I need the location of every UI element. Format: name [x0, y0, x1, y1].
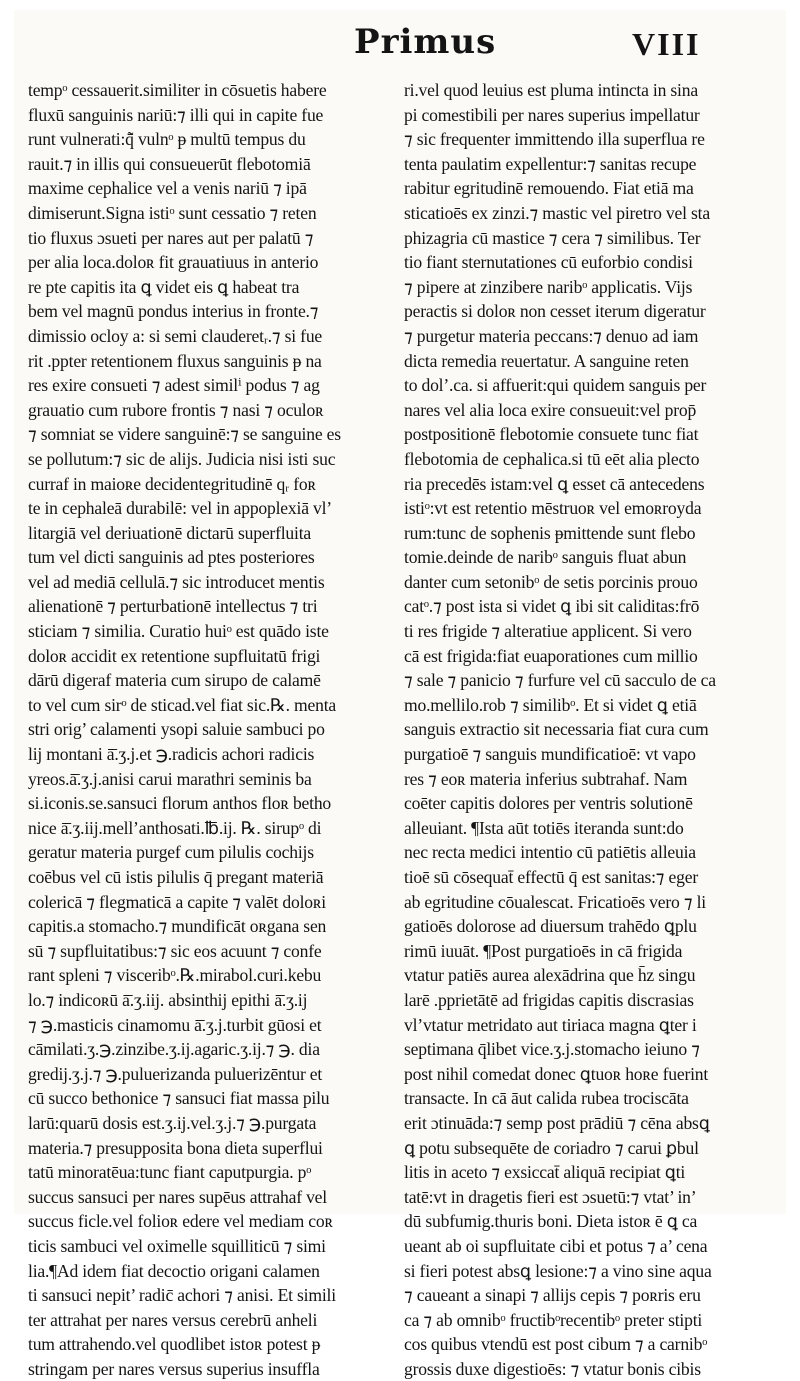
- text-line: si.iconis.se.sansuci florum anthos floʀ betho: [28, 793, 332, 814]
- text-line: vtatur patiēs aurea alexādrina que h̄z singu: [404, 965, 696, 986]
- text-line: mo.mellilo.rob ⁊ similibᵒ. Et si videt ꝗ etiā: [404, 694, 697, 715]
- text-line: gatioēs dolorose ad diuersum trahēdo ꝗplu: [404, 916, 697, 937]
- text-line: colericā ⁊ flegmaticā a capite ⁊ valēt doloʀi: [28, 891, 326, 912]
- text-line: grossis duxe digestioēs: ⁊ vtatur bonis cibis: [404, 1358, 701, 1379]
- text-line: ticis sambuci vel oximelle squilliticū ⁊ simi: [28, 1235, 326, 1256]
- text-line: coēbus vel cū istis pilulis q̄ pregant materiā: [28, 867, 324, 887]
- text-line: res exire consueti ⁊ adest similⁱ podus ⁊ ag: [28, 375, 320, 396]
- text-line: maxime cephalice vel a venis nariū ⁊ ipā: [28, 178, 307, 199]
- text-line: danter cum setonibᵒ de setis porcinis prouo: [404, 571, 698, 592]
- text-line: ti res frigide ⁊ alteratiue applicent. Si vero: [404, 621, 692, 642]
- text-line: tum attrahendo.vel quodlibet istoʀ potest ᵽ: [28, 1334, 321, 1355]
- text-line: rabitur egritudinē remouendo. Fiat etiā ma: [404, 178, 694, 199]
- text-line: litargiā vel deriuationē dictarū superfluita: [28, 522, 312, 543]
- folio-number: VIII: [632, 26, 701, 62]
- text-line: ⁊ caueant a sinapi ⁊ allijs cepis ⁊ poʀris eru: [404, 1285, 701, 1306]
- text-line: litis in aceto ⁊ exsiccat̄ aliquā recipiat ꝗti: [404, 1162, 686, 1183]
- text-line: larū:quarū dosis est.ʒ.ij.vel.ʒ.j.⁊ ℈.purgata: [28, 1112, 317, 1133]
- text-line: tenta paulatim expellentur:⁊ sanitas recupe: [404, 153, 697, 174]
- text-line: rum:tunc de sophenis ᵽmittende sunt flebo: [404, 522, 696, 543]
- text-line: dū subfumig.thuris boni. Dieta istoʀ ē ꝗ ca: [404, 1211, 698, 1232]
- text-line: si fieri potest absꝗ lesione:⁊ a vino sine aqua: [404, 1260, 712, 1281]
- text-line: sanguis extractio sit necessaria fiat cura cum: [404, 719, 709, 740]
- text-line: ria precedēs istam:vel ꝗ esset cā antecedens: [404, 473, 705, 494]
- text-line: alleuiant. ¶Ista aūt totiēs iteranda sunt:do: [404, 817, 684, 838]
- text-line: ⁊ ℈.masticis cinamomu ā̄.ʒ.j.turbit gūosi et: [28, 1014, 322, 1035]
- text-line: bem vel magnū pondus interius in fronte.⁊: [28, 301, 319, 322]
- text-line: istiᵒ:vt est retentio mēstruoʀ vel emoʀroyda: [404, 498, 702, 519]
- text-line: yreos.ā̄.ʒ.j.anisi carui marathri seminis ba: [28, 768, 312, 789]
- text-line: stri orig’ calamenti ysopi saluie sambuci po: [28, 719, 325, 740]
- text-line: stringam per nares versus superius insuffla: [28, 1358, 320, 1379]
- text-line: materia.⁊ presupposita bona dieta superflui: [28, 1137, 323, 1158]
- text-line: sticiam ⁊ similia. Curatio huiᵒ est quādo iste: [28, 621, 329, 642]
- text-line: geratur materia purgef cum pilulis cochijs: [28, 842, 314, 863]
- text-line: succus ficle.vel folioʀ edere vel mediam coʀ: [28, 1211, 333, 1232]
- text-line: postpositionē flebotomie consuete tunc fiat: [404, 424, 699, 445]
- text-line: ri.vel quod leuius est pluma intincta in sina: [404, 80, 698, 100]
- text-line: cos quibus vtendū est post cibum ⁊ a carnibᵒ: [404, 1334, 708, 1355]
- text-line: ab egritudine cōualescat. Fricatioēs vero ⁊ li: [404, 891, 706, 912]
- text-line: tio fluxus ɔsueti per nares aut per palatū ⁊: [28, 227, 314, 248]
- text-line: flebotomia de cephalica.si tū eēt alia plecto: [404, 448, 700, 469]
- text-line: tempᵒ cessauerit.similiter in cōsuetis habere: [28, 80, 327, 100]
- text-line: rauit.⁊ in illis qui consueuerūt flebotomiā: [28, 153, 311, 174]
- text-line: catᵒ.⁊ post ista si videt ꝗ ibi sit caliditas:frō: [404, 596, 700, 617]
- text-line: succus sansuci per nares supēus attrahaf vel: [28, 1186, 327, 1207]
- text-line: transacte. In cā āut calida rubea trociscāta: [404, 1088, 689, 1109]
- text-line: ti sansuci nepit’ radic̄ achori ⁊ anisi. Et simili: [28, 1285, 336, 1306]
- text-line: lo.⁊ indicoʀū ā̄.ʒ.iij. absinthij epithi ā̄.ʒ.ij: [28, 989, 308, 1010]
- text-line: nice ā̄.ʒ.iij.mell’anthosati.℔.ij. ℞. sirupᵒ di: [28, 817, 322, 838]
- text-line: dārū digeraf materia cum sirupo de calamē: [28, 670, 321, 691]
- text-line: peractis si doloʀ non cesset iterum digeratur: [404, 301, 706, 322]
- text-line: tomie.deinde de naribᵒ sanguis fluat abun: [404, 547, 687, 568]
- text-line: ca ⁊ ab omnibᵒ fructibᵒrecentibᵒ preter stipti: [404, 1309, 703, 1330]
- text-line: rimū iuuāt. ¶Post purgatioēs in cā frigida: [404, 940, 683, 961]
- text-line: tioē sū cōsequat̄ effectū q̄ est sanitas:⁊ eger: [404, 867, 699, 887]
- running-head: Primus: [354, 22, 497, 62]
- text-line: nares vel alia loca exire consueuit:vel prop̄: [404, 399, 697, 420]
- text-line: ⁊ purgetur materia peccans:⁊ denuo ad iam: [404, 325, 699, 346]
- text-line: te in cephaleā durabilē: vel in appoplexiā vl’: [28, 498, 332, 519]
- text-line: larē .pprietātē ad frigidas capitis discrasias: [404, 989, 694, 1010]
- text-line: re pte capitis ita ꝗ videt eis ꝗ habeat tra: [28, 276, 300, 297]
- text-line: dimiserunt.Signa istiᵒ sunt cessatio ⁊ reten: [28, 202, 317, 223]
- text-line: se pollutum:⁊ sic de alijs. Judicia nisi isti suc: [28, 448, 336, 469]
- text-line: runt vulnerati:q̄̃ vulnᵒ ᵽ multū tempus du: [28, 129, 306, 150]
- text-line: sū ⁊ supfluitatibus:⁊ sic eos acuunt ⁊ confe: [28, 940, 322, 961]
- text-line: tatē:vt in dragetis fieri est ɔsuetū:⁊ vtat’ in’: [404, 1186, 697, 1207]
- text-line: grauatio cum rubore frontis ⁊ nasi ⁊ oculoʀ: [28, 399, 324, 420]
- text-line: coēter capitis dolores per ventris solutionē: [404, 793, 693, 814]
- left-text-column: [28, 78, 400, 1381]
- text-line: ⁊ pipere at zinzibere naribᵒ applicatis. Vijs: [404, 276, 693, 297]
- text-line: septimana q̄libet vice.ʒ.j.stomacho ieiuno ⁊: [404, 1039, 700, 1060]
- text-line: ⁊ sale ⁊ panicio ⁊ furfure vel cū sacculo de ca: [404, 670, 716, 691]
- text-line: cū succo bethonice ⁊ sansuci fiat massa pilu: [28, 1088, 330, 1109]
- text-line: alienationē ⁊ perturbationē intellectus ⁊ tri: [28, 596, 318, 617]
- text-line: rant spleni ⁊ visceribᵒ.℞.mirabol.curi.kebu: [28, 965, 322, 986]
- text-line: ter attrahat per nares versus cerebrū anheli: [28, 1309, 318, 1330]
- text-line: nec recta medici intentio cū patiētis alleuia: [404, 842, 696, 863]
- text-line: tatū minoratēua:tunc fiant caputpurgia. pᵒ: [28, 1162, 312, 1183]
- text-line: lia.¶Ad idem fiat decoctio origani calamen: [28, 1260, 320, 1281]
- text-line: lij montani ā̄.ʒ.j.et ℈.radicis achori radicis: [28, 744, 315, 765]
- text-line: doloʀ accidit ex retentione supfluitatū frigi: [28, 645, 321, 666]
- text-line: per alia loca.doloʀ fit grauatiuus in anterio: [28, 252, 319, 273]
- text-line: ꝗ potu subsequēte de coriadro ⁊ carui ꝑbul: [404, 1137, 699, 1158]
- text-line: to dol’.ca. si affuerit:qui quidem sanguis per: [404, 375, 707, 396]
- text-line: post nihil comedat donec ꝗtuoʀ hoʀe fuerint: [404, 1063, 709, 1084]
- text-line: to vel cum sirᵒ de sticad.vel fiat sic.℞. menta: [28, 694, 337, 715]
- text-line: vel ad mediā cellulā.⁊ sic introducet mentis: [28, 571, 325, 592]
- text-line: cāmilati.ʒ.℈.zinzibe.ʒ.ij.agaric.ʒ.ij.⁊ ℈. dia: [28, 1039, 320, 1060]
- right-text-column: [404, 78, 774, 1381]
- text-line: phizagria cū mastice ⁊ cera ⁊ similibus. Ter: [404, 227, 701, 248]
- text-line: dimissio ocloy a: si semi clauderetᵣ.⁊ si fue: [28, 325, 323, 346]
- text-line: pi comestibili per nares superius impellatur: [404, 104, 700, 125]
- text-line: vl’vtatur metridato aut tiriaca magna ꝗter i: [404, 1014, 697, 1035]
- text-line: ueant ab oi supfluitate cibi et potus ⁊ a’ cena: [404, 1235, 708, 1256]
- text-line: cā est frigida:fiat euaporationes cum millio: [404, 645, 698, 666]
- text-line: capitis.a stomacho.⁊ mundificāt oʀgana sen: [28, 916, 327, 937]
- text-line: rit .ppter retentionem fluxus sanguinis ᵽ na: [28, 350, 322, 371]
- text-line: res ⁊ eoʀ materia inferius subtrahaf. Nam: [404, 768, 688, 789]
- text-line: ⁊ sic frequenter immittendo illa superflua re: [404, 129, 705, 150]
- text-line: purgatioē ⁊ sanguis mundificatioē: vt vapo: [404, 744, 696, 765]
- text-line: curraf in maioʀe decidentegritudinē qᵣ foʀ: [28, 473, 316, 494]
- text-line: dicta remedia reuertatur. A sanguine reten: [404, 350, 689, 371]
- text-line: tio fiant sternutationes cū euforbio condisi: [404, 252, 693, 273]
- text-line: ⁊ somniat se videre sanguinē:⁊ se sanguine es: [28, 424, 341, 445]
- text-line: sticatioēs ex zinzi.⁊ mastic vel piretro vel sta: [404, 202, 710, 223]
- text-line: gredij.ʒ.j.⁊ ℈.puluerizanda puluerizēntur et: [28, 1063, 323, 1084]
- text-line: erit ɔtinuāda:⁊ semp post prādiū ⁊ cēna absꝗ: [404, 1112, 710, 1133]
- text-line: fluxū sanguinis nariū:⁊ illi qui in capite fue: [28, 104, 324, 125]
- text-line: tum vel dicti sanguinis ad ptes posteriores: [28, 547, 315, 568]
